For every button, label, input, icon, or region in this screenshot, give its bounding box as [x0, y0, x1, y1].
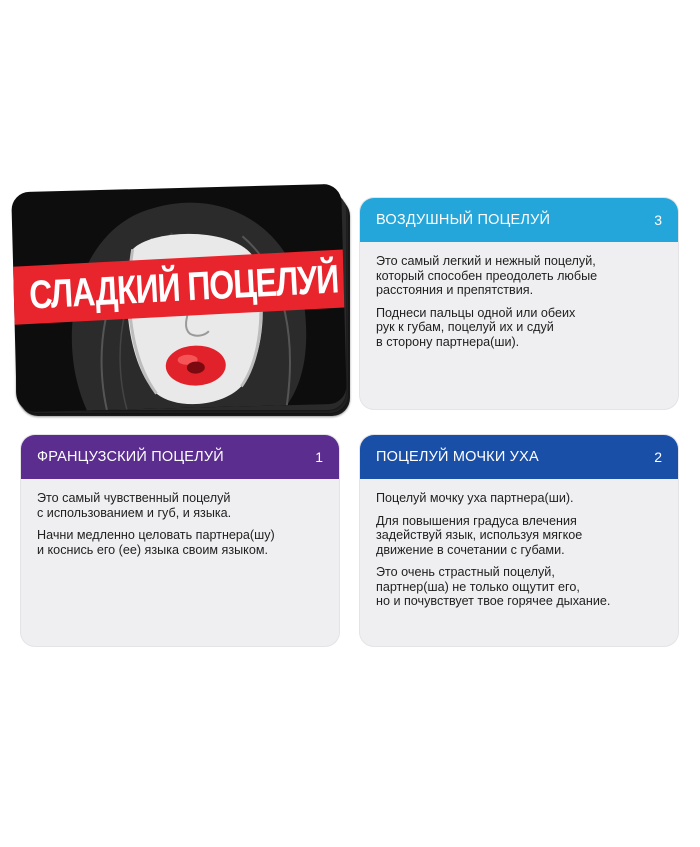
- card-ear-kiss: [360, 435, 678, 646]
- card-title: ВОЗДУШНЫЙ ПОЦЕЛУЙ: [376, 212, 551, 228]
- cover-card-deck: [14, 188, 349, 418]
- card-header: [360, 435, 678, 479]
- card-paragraph: Поднеси пальцы одной или обеих рук к губам, поцелуй их и сдуй в сторону партнера(ши).: [376, 305, 576, 349]
- card-paragraph: Это самый чувственный поцелуй с использованием и губ, и языка.: [37, 491, 232, 520]
- card-paragraph: Поцелуй мочку уха партнера(ши).: [376, 491, 574, 505]
- card-paragraph: Это самый легкий и нежный поцелуй, который способен преодолеть любые расстояния и препятствия.: [376, 254, 598, 297]
- card-header: [360, 198, 678, 242]
- card-paragraph: Для повышения градуса влечения задействуй язык, используя мягкое движение в сочетании с губами.: [376, 513, 583, 557]
- card-body: [360, 242, 678, 349]
- card-number: 1: [315, 449, 323, 465]
- card-title: ПОЦЕЛУЙ МОЧКИ УХА: [376, 449, 539, 465]
- cover-card: [11, 184, 347, 413]
- card-paragraph: Начни медленно целовать партнера(шу) и коснись его (ее) языка своим языком.: [37, 528, 275, 557]
- card-paragraph: Это очень страстный поцелуй, партнер(ша) не только ощутит его, но и почувствует твое горячее дыхание.: [376, 565, 611, 608]
- card-body: [360, 479, 678, 609]
- card-air-kiss: [360, 198, 678, 409]
- cover-title: СЛАДКИЙ ПОЦЕЛУЙ: [28, 255, 340, 317]
- card-french-kiss: [21, 435, 339, 646]
- card-number: 2: [654, 449, 662, 465]
- card-number: 3: [654, 212, 662, 228]
- card-body: [21, 479, 339, 557]
- card-title: ФРАНЦУЗСКИЙ ПОЦЕЛУЙ: [37, 449, 224, 465]
- card-header: [21, 435, 339, 479]
